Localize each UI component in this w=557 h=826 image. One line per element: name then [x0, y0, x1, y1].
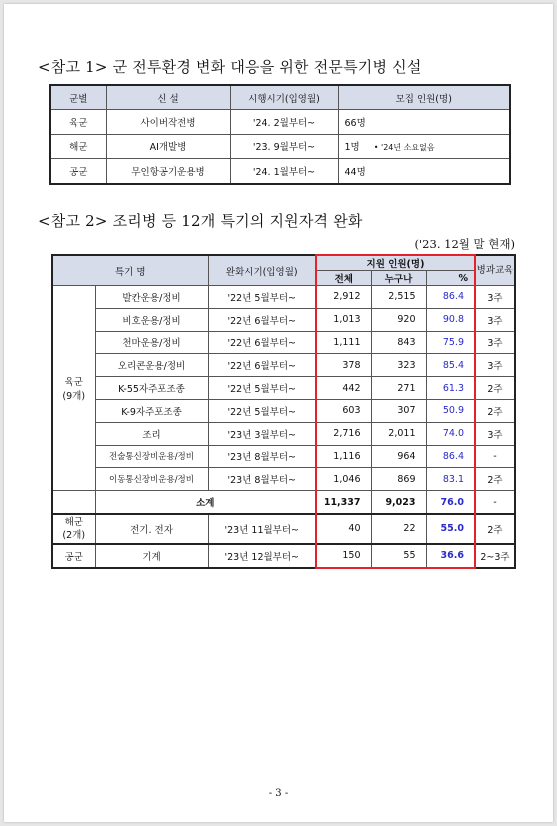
anyone-applicants: 22 — [371, 514, 426, 544]
anyone-applicants: 271 — [371, 377, 426, 400]
total-applicants: 40 — [316, 514, 371, 544]
branch-cell: 공군 — [50, 159, 106, 184]
count-value: 44명 — [344, 166, 366, 178]
specialty-name: 비호운용/정비 — [95, 308, 208, 331]
new-specialty-table — [49, 84, 511, 185]
col-header-applicants: 지원 인원(명) — [316, 255, 475, 271]
relax-date: '23년 3월부터~ — [208, 422, 316, 445]
count-cell — [338, 159, 510, 184]
col-header-start: 시행시기(입영월) — [230, 85, 338, 110]
total-applicants: 150 — [316, 544, 371, 568]
training-weeks: 2주 — [475, 377, 515, 400]
specialty-name: K-55자주포조종 — [95, 377, 208, 400]
training-weeks: 3주 — [475, 308, 515, 331]
total-applicants: 1,116 — [316, 445, 371, 468]
start-cell: '24. 1월부터~ — [230, 159, 338, 184]
table-row — [52, 308, 515, 331]
relax-date: '22년 6월부터~ — [208, 354, 316, 377]
specialty-cell: 사이버작전병 — [106, 110, 230, 135]
anyone-applicants: 2,515 — [371, 286, 426, 309]
col-header-relax-date: 완화시기(입영월) — [208, 255, 316, 286]
percent-value: 86.4 — [426, 445, 475, 468]
specialty-name: 전술통신장비운용/정비 — [95, 445, 208, 468]
total-applicants: 442 — [316, 377, 371, 400]
count-cell — [338, 110, 510, 135]
percent-value: 75.9 — [426, 331, 475, 354]
table-row — [50, 134, 510, 159]
subtotal-spacer — [52, 491, 95, 514]
specialty-name: 발칸운용/정비 — [95, 286, 208, 309]
relax-date: '22년 5월부터~ — [208, 377, 316, 400]
start-cell: '24. 2월부터~ — [230, 110, 338, 135]
percent-value: 61.3 — [426, 377, 475, 400]
training-weeks: 3주 — [475, 331, 515, 354]
table-row — [52, 544, 515, 568]
relax-date: '22년 6월부터~ — [208, 308, 316, 331]
total-applicants: 2,716 — [316, 422, 371, 445]
table-row — [52, 399, 515, 422]
specialty-cell: AI개발병 — [106, 134, 230, 159]
subtotal-anyone: 9,023 — [371, 491, 426, 514]
col-header-branch: 군별 — [50, 85, 106, 110]
percent-value: 50.9 — [426, 399, 475, 422]
army-group-cell — [52, 286, 95, 491]
army-label: 육군 — [64, 377, 83, 389]
document-page — [4, 4, 553, 822]
relax-date: '22년 6월부터~ — [208, 331, 316, 354]
training-weeks: 2~3주 — [475, 544, 515, 568]
training-weeks: 3주 — [475, 354, 515, 377]
subtotal-total: 11,337 — [316, 491, 371, 514]
percent-value: 85.4 — [426, 354, 475, 377]
specialty-name: 천마운용/정비 — [95, 331, 208, 354]
percent-value: 36.6 — [426, 544, 475, 568]
anyone-applicants: 869 — [371, 468, 426, 491]
count-value: 66명 — [344, 117, 366, 129]
total-applicants: 603 — [316, 399, 371, 422]
start-cell: '23. 9월부터~ — [230, 134, 338, 159]
anyone-applicants: 323 — [371, 354, 426, 377]
anyone-applicants: 843 — [371, 331, 426, 354]
specialty-cell: 무인항공기운용병 — [106, 159, 230, 184]
total-applicants: 1,013 — [316, 308, 371, 331]
training-label: 병과교육 — [476, 264, 514, 276]
col-header-percent: % — [426, 271, 475, 286]
count-note: • '24년 소요없음 — [373, 143, 435, 153]
table-row — [52, 354, 515, 377]
count-value: 1명 — [344, 142, 360, 154]
branch-cell: 해군 — [50, 134, 106, 159]
subtotal-percent: 76.0 — [426, 491, 475, 514]
branch-cell: 육군 — [50, 110, 106, 135]
specialty-name: 이동통신장비운용/정비 — [95, 468, 208, 491]
percent-value: 83.1 — [426, 468, 475, 491]
table-row — [52, 468, 515, 491]
relax-date: '23년 8월부터~ — [208, 445, 316, 468]
relax-date: '23년 8월부터~ — [208, 468, 316, 491]
col-header-count: 모집 인원(명) — [338, 85, 510, 110]
specialty-name: K-9자주포조종 — [95, 399, 208, 422]
training-weeks: - — [475, 445, 515, 468]
percent-value: 86.4 — [426, 286, 475, 309]
anyone-applicants: 307 — [371, 399, 426, 422]
anyone-applicants: 2,011 — [371, 422, 426, 445]
table-row — [52, 286, 515, 309]
specialty-name: 조리 — [95, 422, 208, 445]
relax-date: '23년 11월부터~ — [208, 514, 316, 544]
relax-date: '22년 5월부터~ — [208, 286, 316, 309]
as-of-date: ('23. 12월 말 현재) — [414, 237, 515, 251]
training-weeks: 3주 — [475, 286, 515, 309]
section2-title: <참고 2> 조리병 등 12개 특기의 지원자격 완화 — [38, 212, 363, 230]
percent-value: 55.0 — [426, 514, 475, 544]
table-row — [52, 422, 515, 445]
percent-value: 74.0 — [426, 422, 475, 445]
table-row — [52, 331, 515, 354]
page-number: - 3 - — [268, 788, 289, 799]
training-weeks: 2주 — [475, 468, 515, 491]
anyone-applicants: 55 — [371, 544, 426, 568]
col-header-total: 전체 — [316, 271, 371, 286]
subtotal-label: 소계 — [95, 491, 316, 514]
total-applicants: 1,046 — [316, 468, 371, 491]
percent-value: 90.8 — [426, 308, 475, 331]
navy-count: (2개) — [62, 529, 86, 541]
specialty-name: 오리콘운용/정비 — [95, 354, 208, 377]
training-weeks: 3주 — [475, 422, 515, 445]
training-weeks: 2주 — [475, 514, 515, 544]
total-applicants: 2,912 — [316, 286, 371, 309]
col-header-specialty: 신 설 — [106, 85, 230, 110]
total-applicants: 378 — [316, 354, 371, 377]
anyone-applicants: 964 — [371, 445, 426, 468]
col-header-specialty: 특기 명 — [52, 255, 208, 286]
specialty-name: 기계 — [95, 544, 208, 568]
training-weeks: 2주 — [475, 399, 515, 422]
section1-title: <참고 1> 군 전투환경 변화 대응을 위한 전문특기병 신설 — [38, 58, 422, 76]
navy-label: 해군 — [64, 516, 83, 528]
table-row — [50, 110, 510, 135]
col-header-anyone: 누구나 — [371, 271, 426, 286]
table-row — [52, 377, 515, 400]
relaxed-qualification-table — [51, 254, 516, 569]
relax-date: '22년 5월부터~ — [208, 399, 316, 422]
army-count: (9개) — [62, 391, 86, 403]
airforce-label: 공군 — [52, 544, 95, 568]
count-cell — [338, 134, 510, 159]
total-applicants: 1,111 — [316, 331, 371, 354]
table-row — [52, 445, 515, 468]
relax-date: '23년 12월부터~ — [208, 544, 316, 568]
subtotal-training: - — [475, 491, 515, 514]
specialty-name: 전기. 전자 — [95, 514, 208, 544]
subtotal-row — [52, 491, 515, 514]
table-row — [52, 514, 515, 544]
navy-group-cell — [52, 514, 95, 544]
anyone-applicants: 920 — [371, 308, 426, 331]
col-header-training — [475, 255, 515, 286]
table-row — [50, 159, 510, 184]
